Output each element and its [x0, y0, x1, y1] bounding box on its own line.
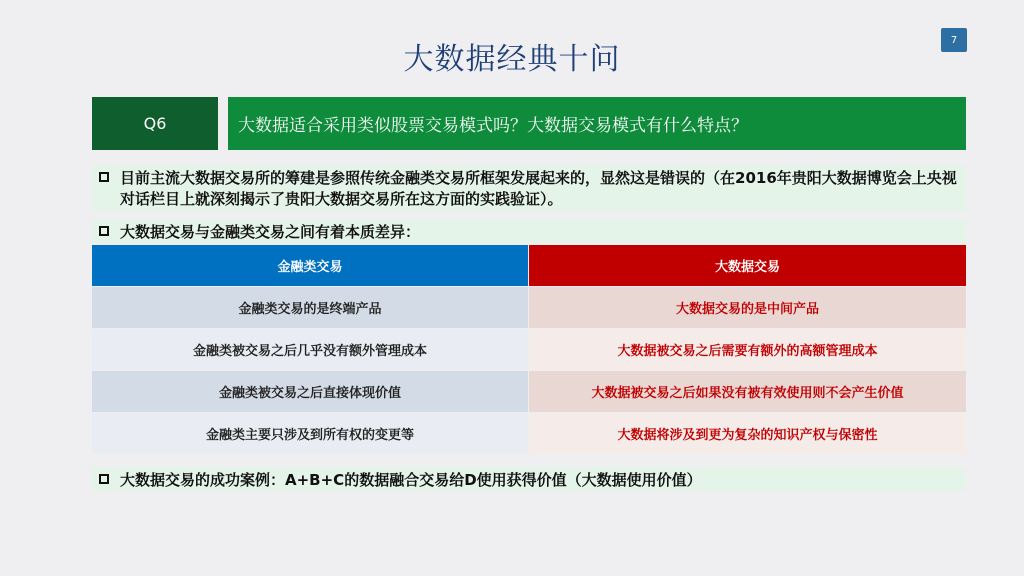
table-cell-financial: 金融类交易的是终端产品 [92, 287, 528, 328]
table-row [92, 371, 966, 412]
bullet-item-3 [92, 467, 966, 491]
table-cell-financial: 金融类被交易之后几乎没有额外管理成本 [92, 329, 528, 370]
page-number-badge: 7 [941, 28, 967, 52]
table-cell-bigdata: 大数据将涉及到更为复杂的知识产权与保密性 [529, 413, 966, 454]
table-header-row [92, 245, 966, 286]
table-cell-bigdata: 大数据交易的是中间产品 [529, 287, 966, 328]
header-bigdata: 大数据交易 [529, 245, 966, 286]
checkbox-bullet-icon [99, 226, 109, 236]
header-financial: 金融类交易 [92, 245, 528, 286]
table-cell-financial: 金融类被交易之后直接体现价值 [92, 371, 528, 412]
checkbox-bullet-icon [99, 474, 109, 484]
bullet-item-1 [92, 165, 966, 211]
table-row [92, 287, 966, 328]
table-cell-financial: 金融类主要只涉及到所有权的变更等 [92, 413, 528, 454]
table-row [92, 413, 966, 454]
bullet-text-1: 目前主流大数据交易所的筹建是参照传统金融类交易所框架发展起来的，显然这是错误的（在2016年贵阳大数据博览会上央视对话栏目上就深刻揭示了贵阳大数据交易所在这方面的实践验证）。 [120, 169, 957, 208]
checkbox-bullet-icon [99, 172, 109, 182]
question-text: 大数据适合采用类似股票交易模式吗？大数据交易模式有什么特点？ [228, 97, 966, 150]
table-row [92, 329, 966, 370]
table-cell-bigdata: 大数据被交易之后如果没有被有效使用则不会产生价值 [529, 371, 966, 412]
bullet-text-3: 大数据交易的成功案例：A+B+C的数据融合交易给D使用获得价值（大数据使用价值） [120, 471, 702, 489]
bullet-item-2 [92, 219, 966, 243]
comparison-table [92, 245, 966, 455]
bullet-text-2: 大数据交易与金融类交易之间有着本质差异： [120, 223, 421, 241]
slide-title: 大数据经典十问 [403, 42, 621, 77]
table-cell-bigdata: 大数据被交易之后需要有额外的高额管理成本 [529, 329, 966, 370]
question-label: Q6 [92, 97, 218, 150]
